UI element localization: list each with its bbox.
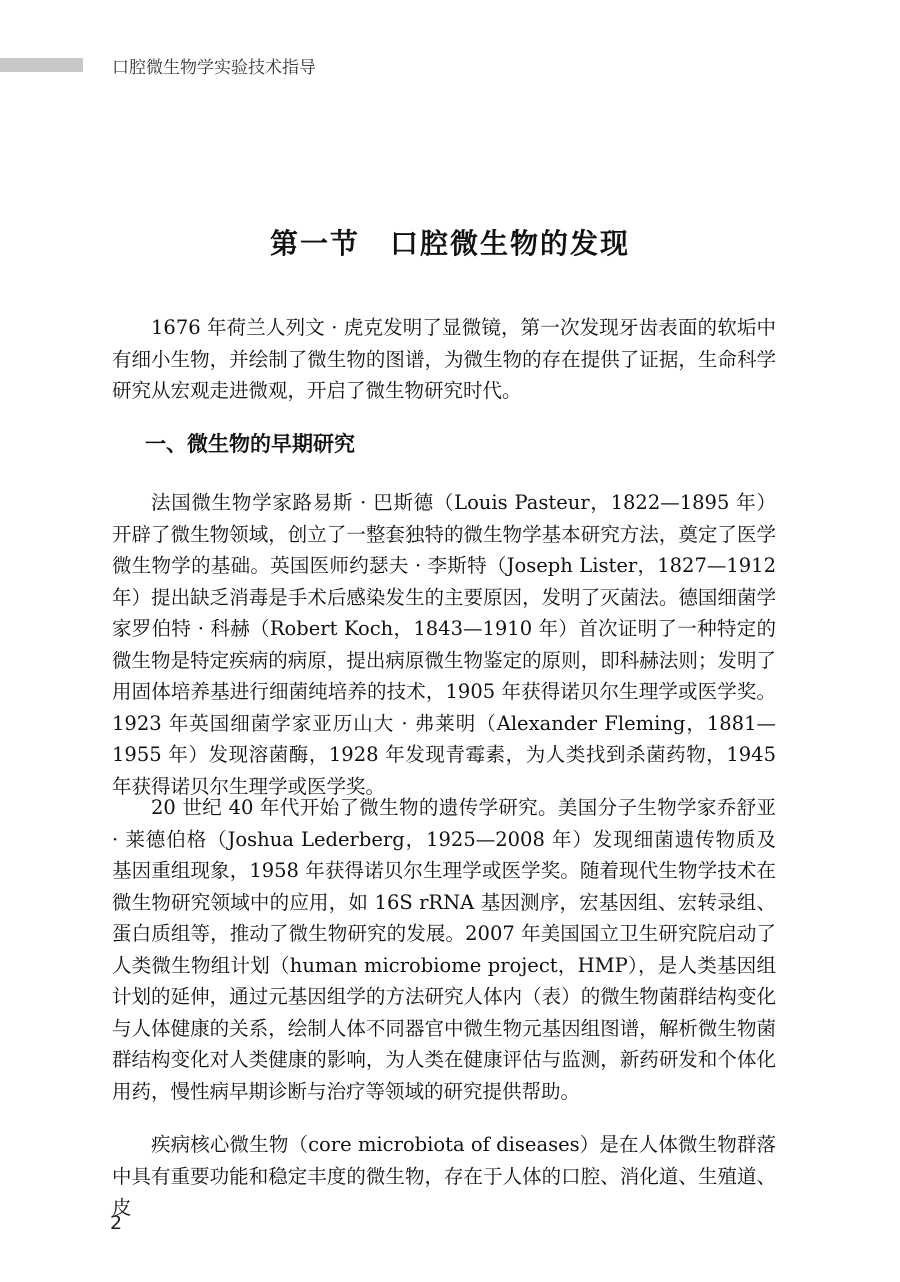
body-paragraph: 法国微生物学家路易斯 · 巴斯德（Louis Pasteur，1822—1895 年）开辟了微生物领域，创立了一整套独特的微生物学基本研究方法，奠定了医学微生物学的基础。英国医师约瑟夫 · 李斯特（Joseph Lister，1827—1912 年）提出缺乏消毒是手术后感染发生的主要原因，发明了灭菌法。德国细菌学家罗伯特 · 科赫（Robert Koch，1843—1910 年）首次证明了一种特定的微生物是特定疾病的病原，提出病原微生物鉴定的原则，即科赫法则；发明了用固体培养基进行细菌纯培养的技术，1905 年获得诺贝尔生理学或医学奖。1923 年英国细菌学家亚历山大 · 弗莱明（Alexander Fleming，1881—1955 年）发现溶菌酶，1928 年发现青霉素，为人类找到杀菌药物，1945 年获得诺贝尔生理学或医学奖。 xyxy=(112,491,776,798)
subsection-heading: 一、微生物的早期研究 xyxy=(145,431,355,456)
running-head: 口腔微生物学实验技术指导 xyxy=(112,58,316,78)
section-title: 第一节 口腔微生物的发现 xyxy=(269,227,630,260)
page-number: 2 xyxy=(110,1212,123,1234)
body-paragraph: 20 世纪 40 年代开始了微生物的遗传学研究。美国分子生物学家乔舒亚 · 莱德伯格（Joshua Lederberg，1925—2008 年）发现细菌遗传物质及基因重组现象，1958 年获得诺贝尔生理学或医学奖。随着现代生物学技术在微生物研究领域中的应用，如 16S rRNA 基因测序，宏基因组、宏转录组、蛋白质组等，推动了微生物研究的发展。2007 年美国国立卫生研究院启动了人类微生物组计划（human microbiome project，HMP），是人类基因组计划的延伸，通过元基因组学的方法研究人体内（表）的微生物菌群结构变化与人体健康的关系，绘制人体不同器官中微生物元基因组图谱，解析微生物菌群结构变化对人类健康的影响，为人类在健康评估与监测，新药研发和个体化用药，慢性病早期诊断与治疗等领域的研究提供帮助。 xyxy=(112,796,776,1103)
intro-paragraph: 1676 年荷兰人列文 · 虎克发明了显微镜，第一次发现牙齿表面的软垢中有细小生物，并绘制了微生物的图谱，为微生物的存在提供了证据，生命科学研究从宏观走进微观，开启了微生物研究时代。 xyxy=(112,316,776,402)
body-paragraph: 疾病核心微生物（core microbiota of diseases）是在人体微生物群落中具有重要功能和稳定丰度的微生物，存在于人体的口腔、消化道、生殖道、皮 xyxy=(112,1133,776,1219)
header-decor-bar xyxy=(0,58,83,72)
